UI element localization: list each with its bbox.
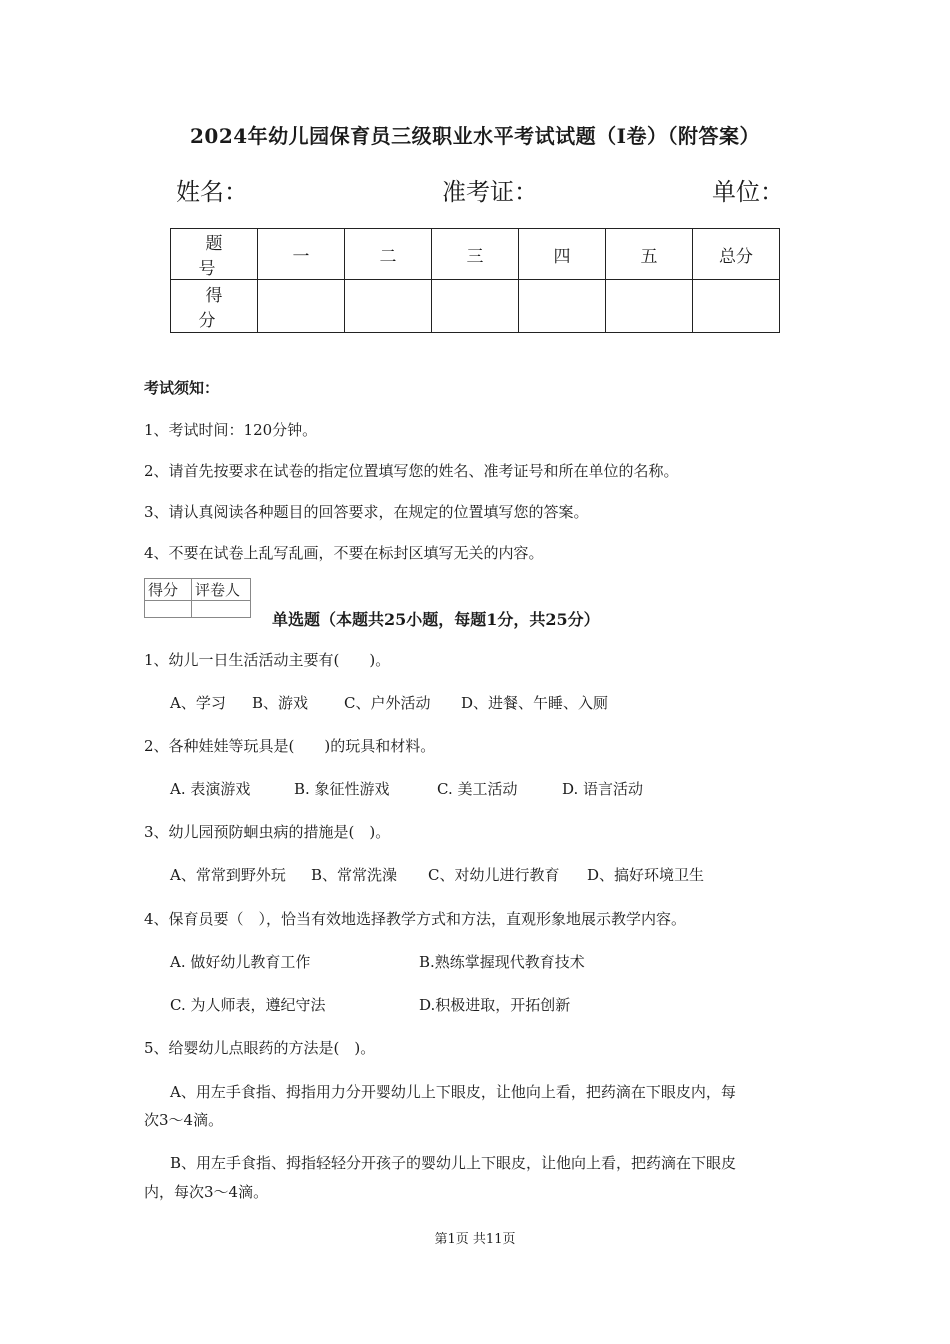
question-option: A. 表演游戏	[170, 780, 251, 798]
question-option-line: 内，每次3～4滴。	[144, 1183, 269, 1201]
question-option: D、搞好环境卫生	[587, 866, 705, 884]
grader-score-label: 得分	[145, 579, 192, 601]
score-header-cell: 二	[345, 229, 432, 280]
score-table	[170, 228, 780, 333]
question-option: B、常常洗澡	[311, 866, 398, 884]
page-title: 2024年幼儿园保育员三级职业水平考试试题（I卷）（附答案）	[189, 124, 761, 148]
grader-reviewer-cell[interactable]	[192, 601, 251, 618]
score-entry-cell[interactable]	[258, 280, 345, 333]
score-row-label: 得 分	[171, 280, 258, 333]
question-stem: 5、给婴幼儿点眼药的方法是( )。	[144, 1039, 376, 1057]
score-entry-cell[interactable]	[519, 280, 606, 333]
score-header-cell: 四	[519, 229, 606, 280]
question-stem: 2、各种娃娃等玩具是( )的玩具和材料。	[144, 737, 436, 755]
exam-id-field-label: 准考证：	[442, 178, 538, 206]
question-option: D.积极进取，开拓创新	[419, 996, 571, 1014]
question-option-line: A、用左手食指、拇指用力分开婴幼儿上下眼皮，让他向上看，把药滴在下眼皮内，每	[170, 1083, 736, 1101]
score-header-cell: 一	[258, 229, 345, 280]
question-option: B.熟练掌握现代教育技术	[419, 953, 585, 971]
section-title: 单选题（本题共25小题，每题1分，共25分）	[272, 610, 600, 629]
notice-heading: 考试须知：	[144, 379, 220, 397]
grader-score-cell[interactable]	[145, 601, 192, 618]
grader-box	[144, 578, 251, 618]
score-entry-cell[interactable]	[606, 280, 693, 333]
question-option: C. 为人师表，遵纪守法	[170, 996, 326, 1014]
question-option: C. 美工活动	[437, 780, 518, 798]
score-header-cell: 五	[606, 229, 693, 280]
question-stem: 4、保育员要（ ），恰当有效地选择教学方式和方法，直观形象地展示教学内容。	[144, 910, 687, 928]
question-option: C、户外活动	[344, 694, 431, 712]
notice-item: 3、请认真阅读各种题目的回答要求，在规定的位置填写您的答案。	[144, 503, 589, 521]
grader-reviewer-label: 评卷人	[192, 579, 251, 601]
unit-field-label: 单位：	[712, 178, 784, 206]
score-entry-cell[interactable]	[432, 280, 519, 333]
question-option-line: B、用左手食指、拇指轻轻分开孩子的婴幼儿上下眼皮，让他向上看，把药滴在下眼皮	[170, 1154, 737, 1172]
score-table-header-row	[171, 229, 780, 280]
question-option: A、常常到野外玩	[170, 866, 286, 884]
score-header-cell: 题 号	[171, 229, 258, 280]
question-stem: 3、幼儿园预防蛔虫病的措施是( )。	[144, 823, 391, 841]
name-field-label: 姓名：	[176, 178, 248, 206]
notice-item: 4、不要在试卷上乱写乱画，不要在标封区填写无关的内容。	[144, 544, 544, 562]
score-entry-cell[interactable]	[693, 280, 780, 333]
question-stem: 1、幼儿一日生活活动主要有( )。	[144, 651, 391, 669]
question-option: C、对幼儿进行教育	[428, 866, 560, 884]
score-entry-cell[interactable]	[345, 280, 432, 333]
page-footer: 第1页 共11页	[434, 1232, 516, 1247]
question-option: B、游戏	[252, 694, 309, 712]
score-header-cell: 三	[432, 229, 519, 280]
question-option-line: 次3～4滴。	[144, 1111, 224, 1129]
score-header-cell: 总分	[693, 229, 780, 280]
score-table-score-row	[171, 280, 780, 333]
question-option: A. 做好幼儿教育工作	[170, 953, 311, 971]
question-option: D. 语言活动	[562, 780, 644, 798]
question-option: D、进餐、午睡、入厕	[461, 694, 609, 712]
question-option: A、学习	[170, 694, 226, 712]
question-option: B. 象征性游戏	[294, 780, 390, 798]
notice-item: 2、请首先按要求在试卷的指定位置填写您的姓名、准考证号和所在单位的名称。	[144, 462, 679, 480]
notice-item: 1、考试时间：120分钟。	[144, 421, 318, 439]
